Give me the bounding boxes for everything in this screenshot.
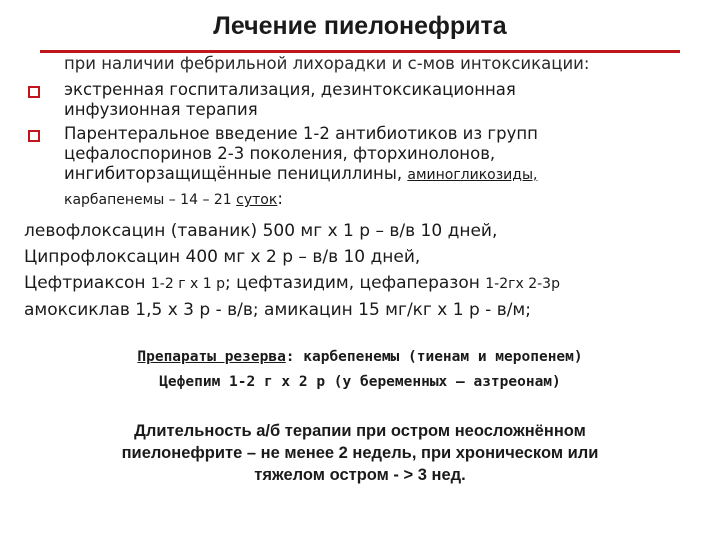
square-bullet-icon bbox=[28, 86, 40, 98]
title-divider bbox=[40, 50, 680, 53]
intro-text: при наличии фебрильной лихорадки и с-мов интоксикации: bbox=[64, 54, 590, 73]
bullet2-line4: карбапенемы – 14 – 21 суток: bbox=[64, 189, 283, 208]
drug-line-ceftriaxone: Цефтриаксон 1-2 г х 1 р; цефтазидим, цефаперазон 1-2гх 2-3р bbox=[24, 273, 560, 293]
drug-line-levofloxacin: левофлоксацин (таваник) 500 мг х 1 р – в/в 10 дней, bbox=[24, 221, 498, 241]
drug-line-amoxiclav: амоксиклав 1,5 х 3 р - в/в; амикацин 15 мг/кг х 1 р - в/м; bbox=[24, 300, 531, 320]
bullet1-line2: инфузионная терапия bbox=[64, 100, 258, 119]
bullet2-line1: Парентеральное введение 1-2 антибиотиков из групп bbox=[64, 124, 538, 143]
bullet2-line3: ингибиторзащищённые пенициллины, аминогликозиды, bbox=[64, 164, 538, 183]
slide-title: Лечение пиелонефрита bbox=[213, 12, 507, 40]
square-bullet-icon bbox=[28, 130, 40, 142]
reserve-line2: Цефепим 1-2 г х 2 р (у беременных – азтреонам) bbox=[159, 374, 561, 390]
aminoglycosides-text: аминогликозиды, bbox=[407, 167, 538, 183]
duration-line3: тяжелом остром - > 3 нед. bbox=[254, 466, 466, 484]
duration-line2: пиелонефрите – не менее 2 недель, при хроническом или bbox=[121, 444, 599, 462]
drug-line-ciprofloxacin: Ципрофлоксацин 400 мг х 2 р – в/в 10 дней, bbox=[24, 247, 421, 267]
reserve-label: Препараты резерва bbox=[137, 349, 286, 365]
bullet-antibiotics bbox=[64, 124, 704, 210]
bullet2-line2: цефалоспоринов 2-3 поколения, фторхинолонов, bbox=[64, 144, 496, 163]
bullet1-line1: экстренная госпитализация, дезинтоксикационная bbox=[64, 80, 516, 99]
drug-dosages bbox=[24, 218, 714, 323]
duration-line1: Длительность а/б терапии при остром неосложнённом bbox=[134, 422, 586, 440]
bullet-hospitalization bbox=[64, 80, 704, 120]
therapy-duration bbox=[0, 420, 720, 486]
reserve-line1: Препараты резерва: карбепенемы (тиенам и меропенем) bbox=[137, 349, 583, 365]
reserve-drugs bbox=[0, 345, 720, 395]
